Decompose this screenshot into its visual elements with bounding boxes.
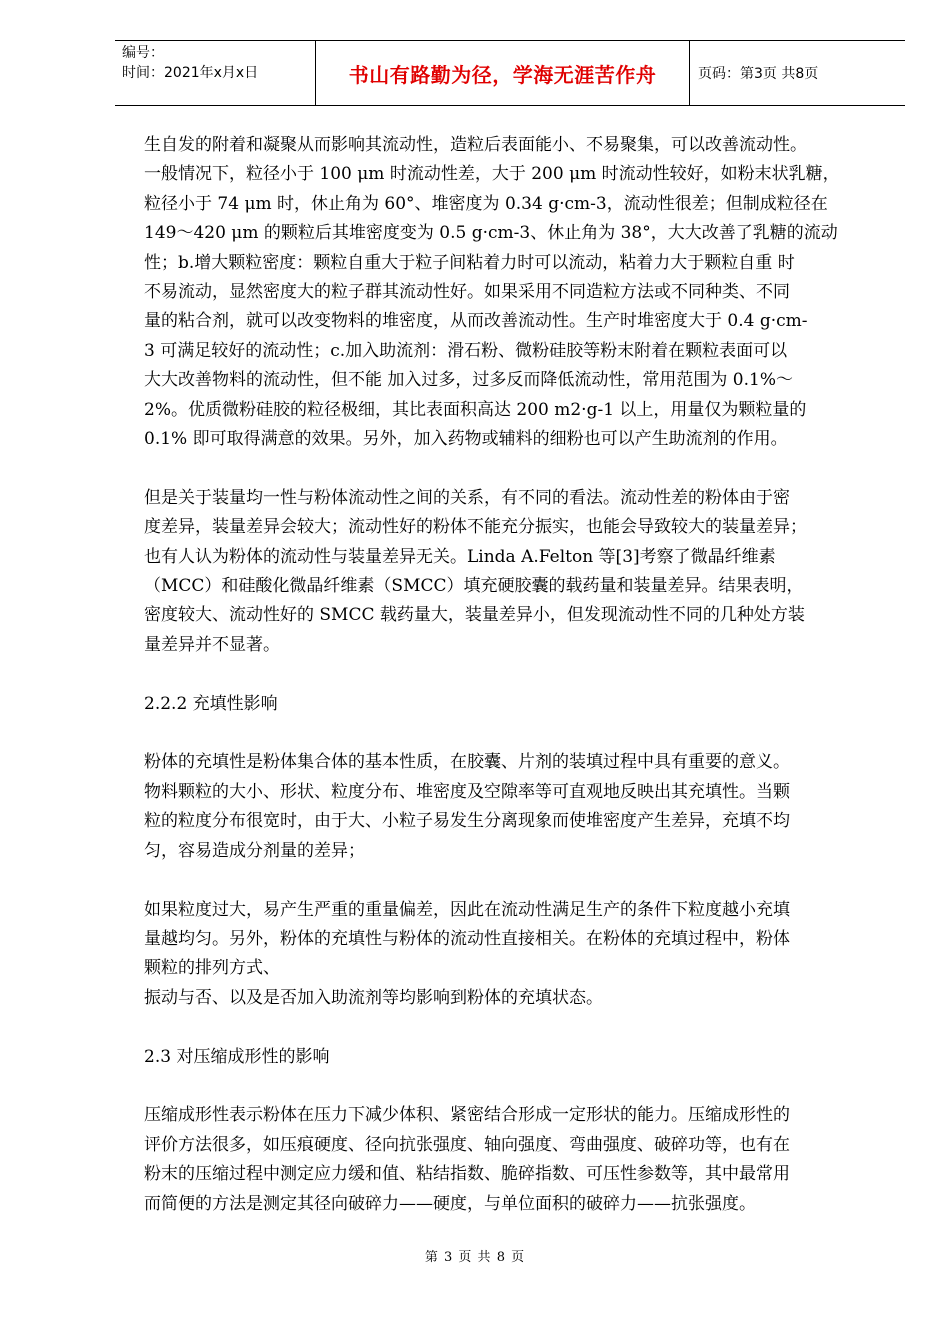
text-line: 也有人认为粉体的流动性与装量差异无关。Linda A.Felton 等[3]考察了微晶纤维素 — [144, 546, 776, 567]
text-line: 量的粘合剂，就可以改变物料的堆密度，从而改善流动性。生产时堆密度大于 0.4 g·cm- — [144, 311, 808, 332]
text-line: 149～420 μm 的颗粒后其堆密度变为 0.5 g·cm-3、休止角为 38°，大大改善了乳糖的流动 — [144, 223, 838, 244]
text-line: 粉末的压缩过程中测定应力缓和值、粘结指数、脆碎指数、可压性参数等，其中最常用 — [144, 1164, 790, 1185]
text-line: 振动与否、以及是否加入助流剂等均影响到粉体的充填状态。 — [144, 987, 603, 1008]
header-meta — [115, 41, 316, 105]
page-footer: 第 3 页 共 8 页 — [424, 1250, 526, 1265]
text-line: 生自发的附着和凝聚从而影响其流动性，造粒后表面能小、不易聚集，可以改善流动性。 — [144, 135, 807, 155]
text-line: 压缩成形性表示粉体在压力下减少体积、紧密结合形成一定形状的能力。压缩成形性的 — [144, 1105, 790, 1126]
text-line: 粒的粒度分布很宽时，由于大、小粒子易发生分离现象而使堆密度产生差异，充填不均 — [144, 811, 790, 832]
text-line: 评价方法很多，如压痕硬度、径向抗张强度、轴向强度、弯曲强度、破碎功等，也有在 — [144, 1134, 790, 1155]
text-line: 匀，容易造成分剂量的差异； — [144, 840, 365, 861]
section-heading-fillability: 2.2.2 充填性影响 — [144, 693, 278, 714]
paragraph-flowability-improvement — [144, 131, 884, 454]
document-body — [144, 131, 884, 1219]
paragraph-fill-variation — [144, 484, 884, 660]
text-line: 度差异，装量差异会较大；流动性好的粉体不能充分振实，也能会导致较大的装量差异； — [144, 517, 807, 538]
text-line: 如果粒度过大，易产生严重的重量偏差，因此在流动性满足生产的条件下粒度越小充填 — [144, 899, 790, 920]
text-line: 2%。优质微粉硅胶的粒径极细，其比表面积高达 200 m2·g-1 以上，用量仅为颗粒量的 — [144, 399, 807, 420]
header-page-info: 页码：第3页 共8页 — [698, 66, 819, 82]
text-line: 一般情况下，粒径小于 100 μm 时流动性差，大于 200 μm 时流动性较好，如粉末状乳糖， — [144, 164, 840, 185]
text-line: 0.1% 即可取得满意的效果。另外，加入药物或辅料的细粉也可以产生助流剂的作用。 — [144, 429, 788, 450]
text-line: 性；b.增大颗粒密度：颗粒自重大于粒子间粘着力时可以流动，粘着力大于颗粒自重 时 — [144, 252, 795, 273]
text-line: 而简便的方法是测定其径向破碎力——硬度，与单位面积的破碎力——抗张强度。 — [144, 1193, 756, 1214]
number-label: 编号： — [122, 45, 164, 61]
text-line: 物料颗粒的大小、形状、粒度分布、堆密度及空隙率等可直观地反映出其充填性。当颗 — [144, 781, 790, 802]
header-motto: 书山有路勤为径，学海无涯苦作舟 — [316, 41, 690, 105]
text-line: 密度较大、流动性好的 SMCC 载药量大，装量差异小，但发现流动性不同的几种处方装 — [144, 605, 805, 626]
text-line: 量越均匀。另外，粉体的充填性与粉体的流动性直接相关。在粉体的充填过程中，粉体 — [144, 928, 790, 949]
text-line: （MCC）和硅酸化微晶纤维素（SMCC）填充硬胶囊的载药量和装量差异。结果表明， — [144, 576, 804, 597]
text-line: 3 可满足较好的流动性；c.加入助流剂：滑石粉、微粉硅胶等粉末附着在颗粒表面可以 — [144, 340, 788, 361]
text-line: 粉体的充填性是粉体集合体的基本性质，在胶囊、片剂的装填过程中具有重要的意义。 — [144, 752, 790, 773]
text-line: 但是关于装量均一性与粉体流动性之间的关系，有不同的看法。流动性差的粉体由于密 — [144, 487, 790, 508]
text-line: 颗粒的排列方式、 — [144, 958, 280, 979]
page-header — [115, 40, 905, 106]
paragraph-compressibility — [144, 1101, 884, 1219]
text-line: 粒径小于 74 μm 时，休止角为 60°、堆密度为 0.34 g·cm-3，流动性很差；但制成粒径在 — [144, 193, 828, 214]
paragraph-particle-size — [144, 896, 884, 1014]
section-heading-compressibility: 2.3 对压缩成形性的影响 — [144, 1046, 330, 1067]
paragraph-fillability — [144, 748, 884, 866]
text-line: 量差异并不显著。 — [144, 634, 280, 655]
time-label: 时间：2021年x月x日 — [122, 65, 259, 81]
text-line: 大大改善物料的流动性，但不能 加入过多，过多反而降低流动性，常用范围为 0.1%～ — [144, 370, 793, 391]
text-line: 不易流动，显然密度大的粒子群其流动性好。如果采用不同造粒方法或不同种类、不同 — [144, 282, 790, 303]
